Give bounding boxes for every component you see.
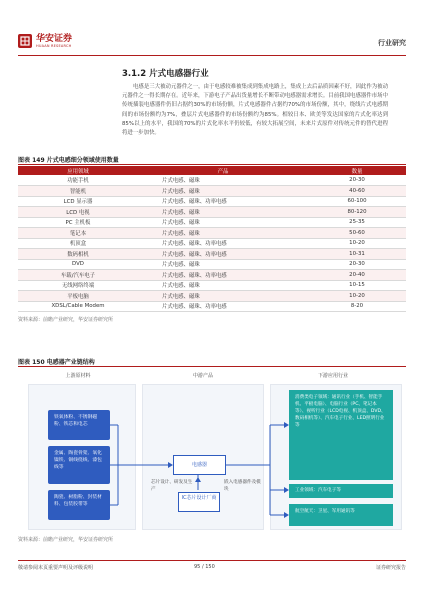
industry-chain-diagram bbox=[18, 370, 406, 532]
table-header-cell: 应用领域 bbox=[18, 166, 138, 175]
table-cell: 80-120 bbox=[308, 207, 406, 218]
downstream-box-consumer: 消费类电子领域：通讯行业（手机、智能手机、平板电脑）、电脑行业（PC、笔记本等）、视听行业（LCD电视、机顶盒、DVD、数码相机等）、汽车电子行业、LED照明行业等 bbox=[289, 390, 393, 480]
table-cell: 8-20 bbox=[308, 301, 406, 312]
table-cell: 10-20 bbox=[308, 238, 406, 249]
table-cell: 片式电感、磁珠 bbox=[138, 175, 308, 186]
table-cell: 片式电感、磁珠 bbox=[138, 291, 308, 302]
logo-mark-icon bbox=[18, 34, 32, 48]
midstream-label-embed: 嵌入电感器件及模块 bbox=[224, 480, 261, 492]
table-cell: DVD bbox=[18, 259, 138, 270]
table-row bbox=[18, 196, 406, 207]
table-cell: 片式电感、磁珠、功率电感 bbox=[138, 196, 308, 207]
downstream-box-industrial: 工业领域：汽车电子等 bbox=[289, 484, 393, 498]
table-cell: 智能机 bbox=[18, 186, 138, 197]
table-cell: 车载/汽车电子 bbox=[18, 270, 138, 281]
table-title-rule bbox=[18, 164, 406, 165]
table-cell: 10-20 bbox=[308, 291, 406, 302]
column-head-upstream: 上游原材料 bbox=[65, 373, 91, 379]
table-row bbox=[18, 259, 406, 270]
upstream-box-ceramic: 陶瓷、树脂粉、封装材料、包装胶带等 bbox=[48, 490, 110, 520]
table-row bbox=[18, 207, 406, 218]
table-cell: 片式电感、磁珠 bbox=[138, 186, 308, 197]
table-cell: 片式电感、磁珠、功率电感 bbox=[138, 301, 308, 312]
table-row bbox=[18, 175, 406, 186]
table-source: 资料来源：前瞻产业研究，华安证券研究所 bbox=[18, 317, 114, 323]
table-cell: 40-60 bbox=[308, 186, 406, 197]
table-cell: 功能手机 bbox=[18, 175, 138, 186]
table-cell: 片式电感、磁珠 bbox=[138, 228, 308, 239]
table-header-row bbox=[18, 166, 406, 175]
table-cell: 50-60 bbox=[308, 228, 406, 239]
table-cell: 20-30 bbox=[308, 175, 406, 186]
upstream-box-magnetic: 铁氧体粉、不锈钢磁粉、铁芯和电芯 bbox=[48, 410, 110, 440]
table-cell: 片式电感、磁珠 bbox=[138, 217, 308, 228]
section-title: 3.1.2 片式电感器行业 bbox=[122, 69, 209, 79]
table-row bbox=[18, 217, 406, 228]
page-header bbox=[18, 34, 406, 56]
table-cell: 片式电感、磁珠、功率电感 bbox=[138, 270, 308, 281]
table-cell: XDSL/Cable Modem bbox=[18, 301, 138, 312]
table-row bbox=[18, 301, 406, 312]
upstream-box-metal: 金属、陶瓷骨架、氧化镍铁、铜线绕线、漆包线等 bbox=[48, 446, 110, 484]
table-cell: 片式电感、磁珠、功率电感 bbox=[138, 238, 308, 249]
table-cell: 片式电感、磁珠、功率电感 bbox=[138, 249, 308, 260]
logo-name: 华安证券 bbox=[36, 34, 73, 44]
table-header-cell: 数量 bbox=[308, 166, 406, 175]
table-cell: LCD 电视 bbox=[18, 207, 138, 218]
table-cell: 20-30 bbox=[308, 259, 406, 270]
table-cell: 片式电感、磁珠 bbox=[138, 207, 308, 218]
table-cell: 笔记本 bbox=[18, 228, 138, 239]
table-row bbox=[18, 238, 406, 249]
column-head-midstream: 中游产品 bbox=[192, 373, 213, 379]
table-cell: PC 主机板 bbox=[18, 217, 138, 228]
logo bbox=[18, 34, 72, 48]
midstream-label-design: 芯片设计、研发及生产 bbox=[151, 480, 193, 492]
midstream-inductor-box: 电感器 bbox=[173, 455, 226, 475]
figure-source: 资料来源：前瞻产业研究，华安证券研究所 bbox=[18, 537, 114, 543]
downstream-box-aerospace: 航空航天：卫星、军用通讯等 bbox=[289, 504, 393, 526]
page-number: 95 / 150 bbox=[194, 564, 215, 570]
table-header-cell: 产品 bbox=[138, 166, 308, 175]
table-cell: 数码相机 bbox=[18, 249, 138, 260]
table-row bbox=[18, 186, 406, 197]
logo-subtitle: HUAAN RESEARCH bbox=[36, 44, 72, 48]
table-row bbox=[18, 291, 406, 302]
table-cell: 片式电感、磁珠 bbox=[138, 259, 308, 270]
table-cell: 10-15 bbox=[308, 280, 406, 291]
table-cell: 20-40 bbox=[308, 270, 406, 281]
table-cell: 10-31 bbox=[308, 249, 406, 260]
table-row bbox=[18, 270, 406, 281]
table-cell: 机顶盒 bbox=[18, 238, 138, 249]
table-cell: 片式电感、磁珠 bbox=[138, 280, 308, 291]
table-cell: 25-35 bbox=[308, 217, 406, 228]
midstream-ic-box: IC芯片设计厂商 bbox=[178, 492, 220, 512]
figure-title-rule bbox=[18, 366, 406, 367]
footer-report-type: 证券研究报告 bbox=[375, 565, 406, 571]
header-section-label: 行业研究 bbox=[378, 39, 406, 47]
usage-table bbox=[18, 166, 406, 312]
body-paragraph: 电感是三大被动元器件之一，由于电感较难被集成到集成电路上，集成上去后品质因素不好，因此作为被动元器件之一得长期存在。近年来，下游电子产品出货量增长不断带动电感器需求增长。目前我国电感器件市场中传统插装电感器件仍旧占据约30%的市场份额，片式电感器件占据约70%的市场份额，其中，绕线片式电感期间的市场份额约为7%，叠层片式电感器件的市场份额约为85%。相较日本、欧美等发达国家的片式化率达到85%以上的水平，我国的70%的片式化率水平仍较低，有较大拓展空间，未来片式原件对传统元件的替代进程将进一步加快。 bbox=[122, 84, 388, 137]
footer-disclaimer: 敬请参阅末页重要声明及评级说明 bbox=[18, 565, 94, 571]
table-row bbox=[18, 228, 406, 239]
table-cell: 平板电脑 bbox=[18, 291, 138, 302]
table-cell: LCD 显示器 bbox=[18, 196, 138, 207]
table-cell: 无线网络终端 bbox=[18, 280, 138, 291]
figure-title: 图表 150 电感器产业链结构 bbox=[18, 359, 95, 366]
table-row bbox=[18, 280, 406, 291]
footer-rule bbox=[18, 560, 406, 561]
column-head-downstream: 下游应用行业 bbox=[317, 373, 348, 379]
table-cell: 60-100 bbox=[308, 196, 406, 207]
table-title: 图表 149 片式电感细分领域使用数量 bbox=[18, 157, 119, 164]
table-row bbox=[18, 249, 406, 260]
